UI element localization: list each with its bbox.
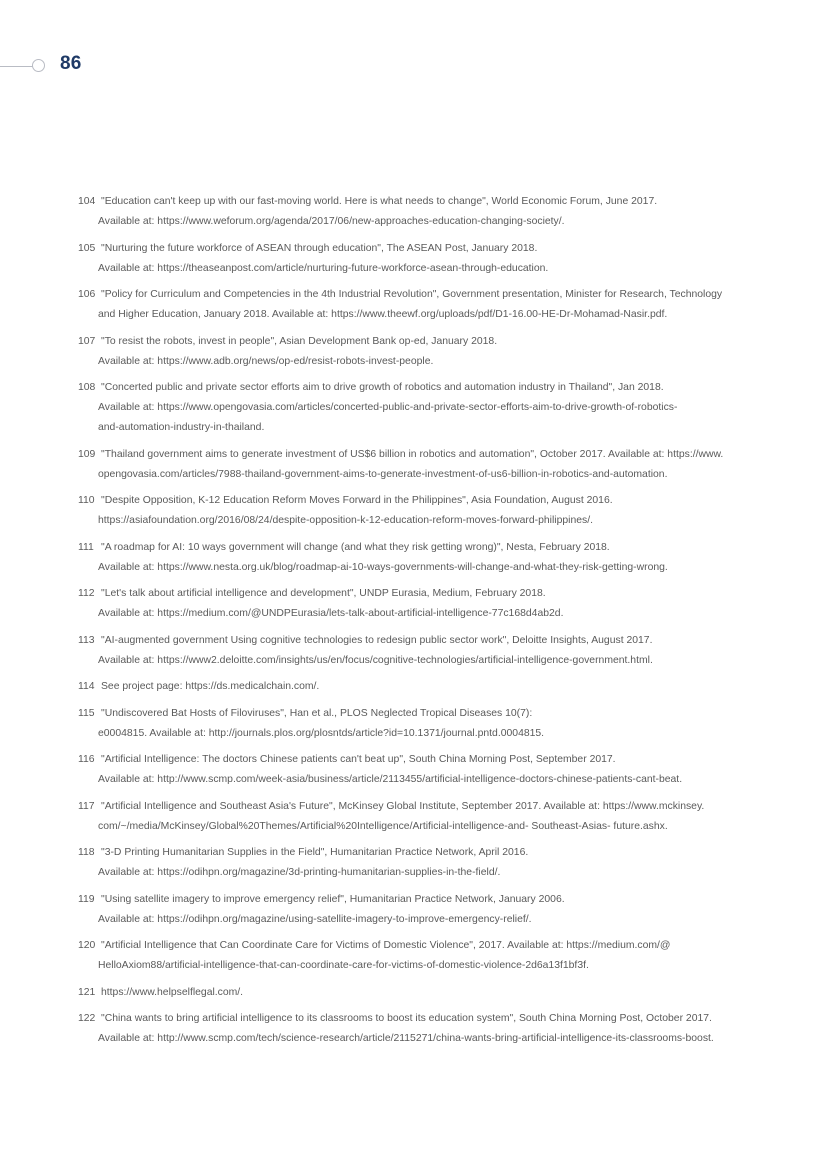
reference-text-line: "Thailand government aims to generate investment of US$6 billion in robotics and automation", October 2017. Available at: https://www.	[101, 448, 724, 460]
reference-text-line: Available at: https://medium.com/@UNDPEurasia/lets-talk-about-artificial-intelligence-77c168d4ab2d.	[98, 608, 564, 619]
reference-text-line: "Policy for Curriculum and Competencies in the 4th Industrial Revolution", Government presentation, Minister for Research, Technology	[101, 289, 723, 300]
reference-text-line: Available at: https://www.adb.org/news/op-ed/resist-robots-invest-people.	[98, 355, 434, 367]
reference-text-line: e0004815. Available at: http://journals.plos.org/plosntds/article?id=10.1371/journal.pntd.0004815.	[98, 727, 545, 739]
reference-item	[78, 378, 738, 438]
reference-item	[78, 285, 738, 325]
reference-item	[78, 584, 738, 624]
reference-text-line: opengovasia.com/articles/7988-thailand-government-aims-to-generate-investment-of-us6-billion-in-robotics-and-automation.	[98, 468, 668, 480]
reference-item	[78, 445, 738, 485]
reference-text-line: and Higher Education, January 2018. Available at: https://www.theewf.org/uploads/pdf/D1-16.00-HE-Dr-Mohamad-Nasir.pdf.	[98, 309, 668, 320]
reference-item	[78, 538, 738, 578]
reference-text-line: "A roadmap for AI: 10 ways government will change (and what they risk getting wrong)", Nesta, February 2018.	[101, 541, 610, 553]
reference-item	[78, 843, 738, 883]
reference-number: 106	[78, 289, 96, 300]
reference-list	[78, 192, 738, 1056]
reference-text-line: "Artificial Intelligence: The doctors Chinese patients can't beat up", South China Morning Post, September 2017.	[101, 754, 616, 765]
reference-text-line: "China wants to bring artificial intelligence to its classrooms to boost its education system", South China Morning Post, October 2017.	[101, 1013, 712, 1024]
reference-text-line: "To resist the robots, invest in people", Asian Development Bank op-ed, January 2018.	[101, 335, 498, 347]
circle-marker-icon	[32, 59, 45, 72]
reference-item	[78, 491, 738, 531]
reference-number: 110	[78, 495, 95, 506]
reference-text-line: https://www.helpselflegal.com/.	[101, 986, 244, 998]
reference-number: 104	[78, 196, 96, 207]
reference-text-line: "Artificial Intelligence and Southeast Asia's Future", McKinsey Global Institute, September 2017. Available at: https://www.mckinsey.	[101, 800, 705, 812]
reference-number: 109	[78, 448, 96, 460]
reference-number: 116	[78, 754, 95, 765]
reference-number: 107	[78, 335, 96, 347]
reference-text-line: Available at: https://www.weforum.org/agenda/2017/06/new-approaches-education-changing-society/.	[98, 216, 565, 227]
reference-text-line: "Let's talk about artificial intelligence and development", UNDP Eurasia, Medium, February 2018.	[101, 588, 546, 599]
reference-number: 108	[78, 382, 96, 393]
reference-text-line: Available at: https://www.opengovasia.com/articles/concerted-public-and-private-sector-efforts-aim-to-drive-growth-of-robotics-	[98, 402, 678, 413]
reference-text-line: Available at: http://www.scmp.com/week-asia/business/article/2113455/artificial-intelligence-doctors-chinese-patients-cant-beat.	[98, 774, 683, 785]
reference-text-line: Available at: https://odihpn.org/magazine/using-satellite-imagery-to-improve-emergency-relief/.	[98, 913, 532, 925]
reference-text-line: Available at: https://www2.deloitte.com/insights/us/en/focus/cognitive-technologies/artificial-intelligence-government.html.	[98, 654, 653, 666]
reference-text-line: Available at: http://www.scmp.com/tech/science-research/article/2115271/china-wants-bring-artificial-intelligence-its-classrooms-boost.	[98, 1033, 714, 1044]
reference-number: 117	[78, 800, 95, 812]
reference-text-line: Available at: https://theaseanpost.com/article/nurturing-future-workforce-asean-through-education.	[98, 262, 549, 274]
reference-number: 111	[78, 541, 94, 553]
reference-text-line: "Using satellite imagery to improve emergency relief", Humanitarian Practice Network, January 2006.	[101, 893, 565, 905]
reference-text-line: "Artificial Intelligence that Can Coordinate Care for Victims of Domestic Violence", 2017. Available at: https://medium.com/@	[101, 940, 671, 951]
reference-item	[78, 983, 738, 1003]
reference-item	[78, 1009, 738, 1049]
reference-item	[78, 332, 738, 372]
reference-text-line: and-automation-industry-in-thailand.	[98, 422, 265, 433]
reference-item	[78, 936, 738, 976]
reference-text-line: https://asiafoundation.org/2016/08/24/despite-opposition-k-12-education-reform-moves-forward-philippines/.	[98, 515, 593, 526]
reference-text-line: "Nurturing the future workforce of ASEAN through education", The ASEAN Post, January 2018.	[101, 242, 538, 254]
reference-number: 122	[78, 1013, 96, 1024]
reference-text-line: See project page: https://ds.medicalchain.com/.	[101, 681, 320, 692]
reference-number: 119	[78, 893, 95, 905]
reference-number: 112	[78, 588, 95, 599]
reference-item	[78, 239, 738, 279]
reference-number: 113	[78, 634, 95, 646]
reference-text-line: HelloAxiom88/artificial-intelligence-that-can-coordinate-care-for-victims-of-domestic-violence-2d6a13f1bf3f.	[98, 960, 589, 971]
reference-item	[78, 704, 738, 744]
reference-text-line: "Education can't keep up with our fast-moving world. Here is what needs to change", World Economic Forum, June 2017.	[101, 196, 658, 207]
reference-text-line: com/~/media/McKinsey/Global%20Themes/Artificial%20Intelligence/Artificial-intelligence-and- Southeast-Asias- future.ashx.	[98, 820, 668, 832]
reference-text-line: "Undiscovered Bat Hosts of Filoviruses", Han et al., PLOS Neglected Tropical Diseases 10(7):	[101, 707, 533, 719]
reference-text-line: "3-D Printing Humanitarian Supplies in the Field", Humanitarian Practice Network, April 2016.	[101, 847, 529, 858]
reference-text-line: "Concerted public and private sector efforts aim to drive growth of robotics and automation industry in Thailand", Jan 2018.	[101, 382, 664, 393]
reference-item	[78, 890, 738, 930]
page-number: 86	[60, 53, 82, 74]
reference-text-line: "Despite Opposition, K-12 Education Reform Moves Forward in the Philippines", Asia Foundation, August 2016.	[101, 495, 613, 506]
reference-number: 120	[78, 940, 96, 951]
reference-number: 105	[78, 242, 96, 254]
reference-number: 121	[78, 986, 96, 998]
reference-item	[78, 631, 738, 671]
header-rule	[0, 66, 33, 67]
reference-item	[78, 750, 738, 790]
reference-item	[78, 677, 738, 697]
reference-text-line: Available at: https://odihpn.org/magazine/3d-printing-humanitarian-supplies-in-the-field/.	[98, 867, 501, 878]
page-header	[0, 50, 120, 82]
reference-number: 114	[78, 681, 95, 692]
reference-item	[78, 192, 738, 232]
reference-text-line: "AI-augmented government Using cognitive technologies to redesign public sector work", Deloitte Insights, August 2017.	[101, 634, 653, 646]
reference-text-line: Available at: https://www.nesta.org.uk/blog/roadmap-ai-10-ways-governments-will-change-and-what-they-risk-getting-wrong.	[98, 561, 668, 573]
reference-number: 115	[78, 707, 95, 719]
reference-number: 118	[78, 847, 95, 858]
reference-item	[78, 797, 738, 837]
